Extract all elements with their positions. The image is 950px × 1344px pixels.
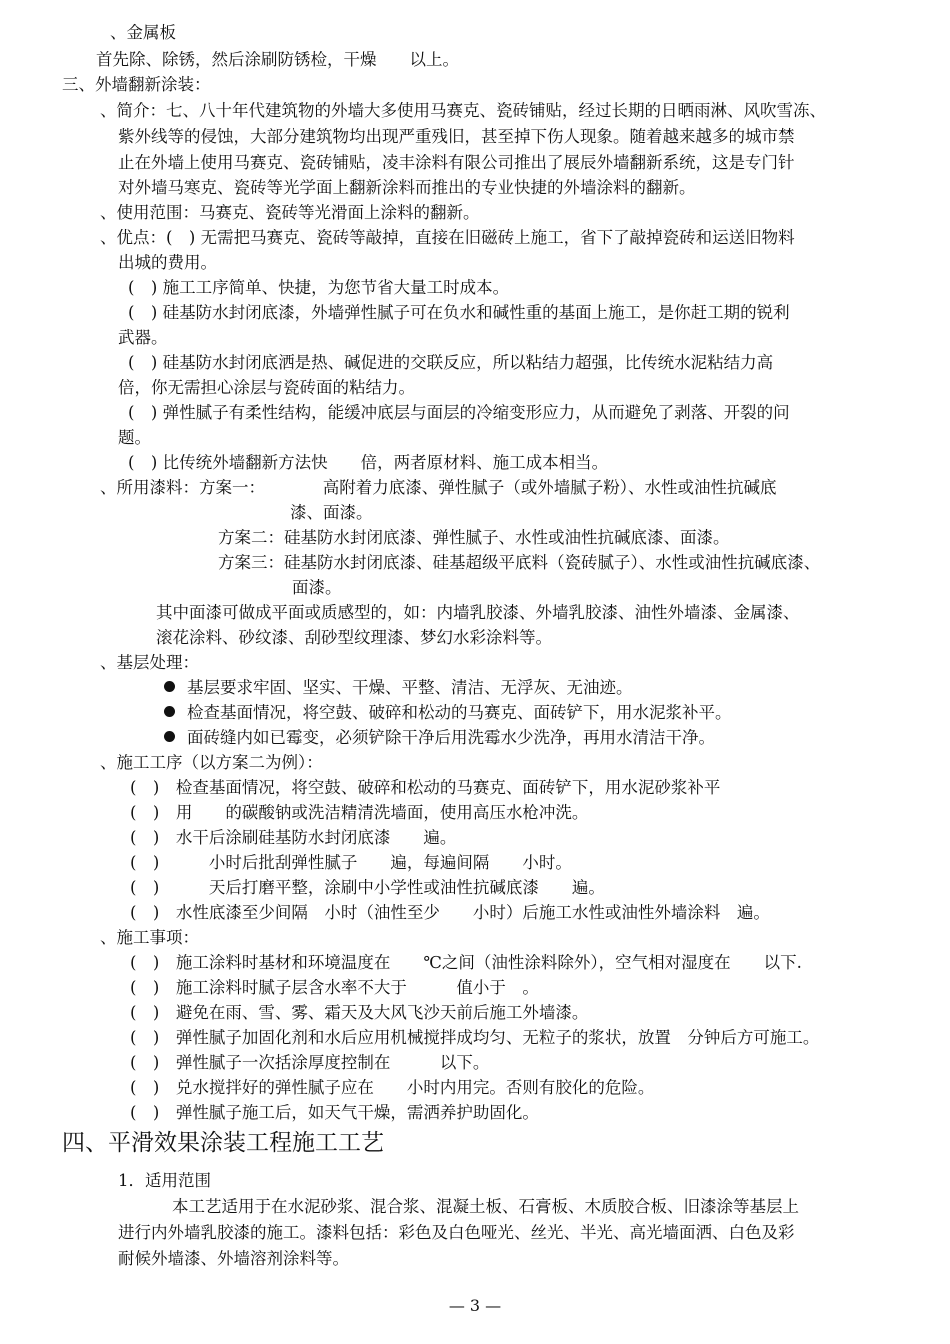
bullet-dot [164,681,175,692]
text-line: ( ) 硅基防水封闭底漆，外墙弹性腻子可在负水和碱性重的基面上施工，是你赶工期的锐利 [128,303,790,322]
text-line: 出城的费用。 [118,253,217,272]
text-line: 滚花涂料、砂纹漆、刮砂型纹理漆、梦幻水彩涂料等。 [156,628,552,647]
bullet-text: 基层要求牢固、坚实、干燥、平整、清洁、无浮灰、无油迹。 [187,678,633,697]
text-line: ( ) 检查基面情况，将空鼓、破碎和松动的马赛克、面砖铲下，用水泥砂浆补平 [130,778,721,797]
text-line: ( ) 水性底漆至少间隔 小时（油性至少 小时）后施工水性或油性外墙涂料 遍。 [130,903,770,922]
bullet-text: 面砖缝内如已霉变，必须铲除干净后用洗霉水少洗净，再用水清洁干净。 [187,728,715,747]
bullet-dot [164,731,175,742]
text-line: ( ) 比传统外墙翻新方法快 倍，两者原材料、施工成本相当。 [128,453,609,472]
text-line: 方案二：硅基防水封闭底漆、弹性腻子、水性或油性抗碱底漆、面漆。 [218,528,730,547]
text-line: 、基层处理： [100,653,199,672]
text-line: ( ) 天后打磨平整，涂刷中小学性或油性抗碱底漆 遍。 [130,878,605,897]
page-number: — 3 — [448,1296,502,1315]
text-line: 倍，你无需担心涂层与瓷砖面的粘结力。 [118,378,415,397]
section-heading: 三、外墙翻新涂装： [62,75,211,94]
bullet-text: 检查基面情况，将空鼓、破碎和松动的马赛克、面砖铲下，用水泥浆补平。 [187,703,732,722]
text-line: ( ) 水干后涂刷硅基防水封闭底漆 遍。 [130,828,457,847]
bullet-dot [164,706,175,717]
bullet-item [164,677,633,699]
text-line: 、金属板 [110,23,176,42]
text-line: ( ) 避免在雨、雪、雾、霜天及大风飞沙天前后施工外墙漆。 [130,1003,589,1022]
text-line: 耐候外墙漆、外墙溶剂涂料等。 [118,1249,349,1268]
text-line: ( ) 小时后批刮弹性腻子 遍，每遍间隔 小时。 [130,853,572,872]
subsection-heading: 1．适用范围 [118,1171,211,1190]
text-line: ( ) 用 的碳酸钠或洗洁精清洗墙面，使用高压水枪冲洗。 [130,803,589,822]
text-line: 首先除、除锈，然后涂刷防锈检，干燥 以上。 [96,50,459,69]
section-heading-large: 四、平滑效果涂装工程施工工艺 [62,1130,384,1156]
text-line: 、所用漆料：方案一： 高附着力底漆、弹性腻子（或外墙腻子粉）、水性或油性抗碱底 [100,478,777,497]
text-line: ( ) 硅基防水封闭底洒是热、碱促进的交联反应，所以粘结力超强，比传统水泥粘结力高 [128,353,774,372]
text-line: 题。 [118,428,151,447]
text-line: ( ) 弹性腻子施工后，如天气干燥，需洒养护助固化。 [130,1103,539,1122]
text-line: 、施工工序（以方案二为例）： [100,753,323,772]
text-line: 本工艺适用于在水泥砂浆、混合浆、混凝土板、石膏板、木质胶合板、旧漆涂等基层上 [172,1197,799,1216]
text-line: ( ) 弹性腻子一次括涂厚度控制在 以下。 [130,1053,490,1072]
text-line: 止在外墙上使用马赛克、瓷砖铺贴，凌丰涂料有限公司推出了展辰外墙翻新系统，这是专门针 [118,153,795,172]
text-line: ( ) 弹性腻子有柔性结构，能缓冲底层与面层的冷缩变形应力，从而避免了剥落、开裂的问 [128,403,790,422]
text-line: ( ) 弹性腻子加固化剂和水后应用机械搅拌成均匀、无粒子的浆状，放置 分钟后方可施工。 [130,1028,820,1047]
text-line: ( ) 施工涂料时腻子层含水率不大于 值小于 。 [130,978,539,997]
bullet-item [164,702,732,724]
text-line: 、简介：七、八十年代建筑物的外墙大多使用马赛克、瓷砖铺贴，经过长期的日晒雨淋、风吹雪冻、 [100,101,826,120]
text-line: 对外墙马寒克、瓷砖等光学面上翻新涂料而推出的专业快捷的外墙涂料的翻新。 [118,178,696,197]
text-line: 、施工事项： [100,928,199,947]
bullet-item [164,727,715,749]
text-line: 面漆。 [292,578,342,597]
text-line: 武器。 [118,328,168,347]
text-line: ( ) 施工工序简单、快捷，为您节省大量工时成本。 [128,278,510,297]
text-line: 进行内外墙乳胶漆的施工。漆料包括：彩色及白色哑光、丝光、半光、高光墙面洒、白色及彩 [118,1223,795,1242]
text-line: 方案三：硅基防水封闭底漆、硅基超级平底料（瓷砖腻子）、水性或油性抗碱底漆、 [218,553,821,572]
text-line: ( ) 施工涂料时基材和环境温度在 ℃之间（油性涂料除外），空气相对湿度在 以下. [130,953,802,972]
text-line: 、使用范围：马赛克、瓷砖等光滑面上涂料的翻新。 [100,203,480,222]
text-line: 紫外线等的侵蚀，大部分建筑物均出现严重残旧，甚至掉下伤人现象。随着越来越多的城市禁 [118,127,795,146]
text-line: ( ) 兑水搅拌好的弹性腻子应在 小时内用完。否则有胶化的危险。 [130,1078,655,1097]
text-line: 、优点：( ) 无需把马赛克、瓷砖等敲掉，直接在旧磁砖上施工，省下了敲掉瓷砖和运送旧物料 [100,228,795,247]
text-line: 漆、面漆。 [290,503,373,522]
text-line: 其中面漆可做成平面或质感型的，如：内墙乳胶漆、外墙乳胶漆、油性外墙漆、金属漆、 [156,603,800,622]
